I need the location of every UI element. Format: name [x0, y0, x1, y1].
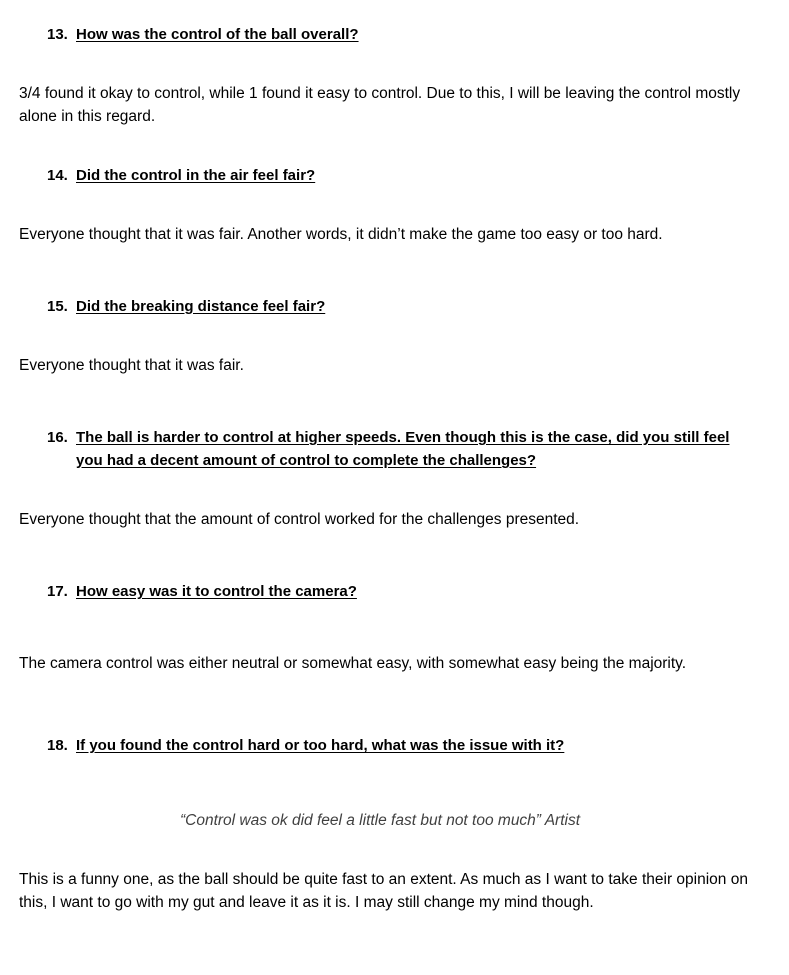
answer-18: This is a funny one, as the ball should be quite fast to an extent. As much as I want to take their opinion on this, I want to go with my gut and leave it as it is. I may still change my mind though. [19, 871, 748, 911]
question-text: Did the breaking distance feel fair? [76, 298, 326, 315]
question-15 [47, 295, 747, 318]
question-text: The ball is harder to control at higher speeds. Even though this is the case, did you still feel you had a decent amount of control to complete the challenges? [76, 429, 730, 469]
question-16 [47, 426, 747, 472]
question-number: 18. [47, 737, 68, 754]
question-number: 16. [47, 429, 68, 446]
question-number: 13. [47, 26, 68, 43]
answer-16: Everyone thought that the amount of control worked for the challenges presented. [19, 511, 580, 528]
answer-15: Everyone thought that it was fair. [19, 357, 244, 374]
question-number: 15. [47, 298, 68, 315]
question-text: If you found the control hard or too hard, what was the issue with it? [76, 737, 565, 754]
question-number: 17. [47, 583, 68, 600]
answer-17: The camera control was either neutral or somewhat easy, with somewhat easy being the majority. [19, 655, 687, 672]
question-number: 14. [47, 167, 68, 184]
question-text: How easy was it to control the camera? [76, 583, 357, 600]
respondent-quote: “Control was ok did feel a little fast but not too much” Artist [179, 812, 581, 829]
question-14 [47, 164, 747, 187]
question-18 [47, 734, 747, 757]
question-13 [47, 23, 747, 46]
answer-14: Everyone thought that it was fair. Another words, it didn’t make the game too easy or too hard. [19, 226, 663, 243]
question-text: Did the control in the air feel fair? [76, 167, 316, 184]
answer-13: 3/4 found it okay to control, while 1 found it easy to control. Due to this, I will be leaving the control mostly alone in this regard. [19, 85, 741, 125]
question-text: How was the control of the ball overall? [76, 26, 359, 43]
question-17 [47, 580, 747, 603]
